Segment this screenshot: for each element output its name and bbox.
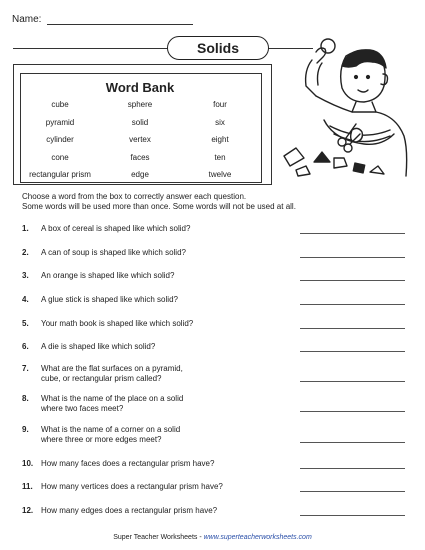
answer-line[interactable] [300,257,405,258]
question-text [41,319,271,329]
question-number: 2. [22,248,29,257]
question-text [41,342,271,352]
question-number: 1. [22,224,29,233]
answer-line[interactable] [300,351,405,352]
word-bank-word: edge [131,170,149,179]
word-bank-word: ten [214,152,226,162]
name-answer-line[interactable] [47,14,193,25]
question-text [41,248,271,258]
name-label: Name: [12,14,42,25]
question-line: cube, or rectangular prism called? [41,374,162,383]
answer-line[interactable] [300,491,405,492]
question-line: How many vertices does a rectangular prism have? [41,482,223,491]
question-line: What is the name of the place on a solid [41,394,184,403]
question-text [41,271,271,281]
question-line: A glue stick is shaped like which solid? [41,295,178,304]
question-number: 6. [22,342,29,351]
name-row [12,14,193,25]
question-line: How many edges does a rectangular prism have? [41,506,218,515]
question-line: A box of cereal is shaped like which solid? [41,224,191,233]
question-text [41,364,271,384]
question-line: What are the flat surfaces on a pyramid, [41,364,183,373]
answer-line[interactable] [300,328,405,329]
word-bank-word: cylinder [46,135,74,144]
answer-line[interactable] [300,442,405,443]
question-line: An orange is shaped like which solid? [41,271,175,280]
question-number: 8. [22,394,29,403]
answer-line[interactable] [300,280,405,281]
answer-line[interactable] [300,468,405,469]
question-number: 11. [22,482,33,491]
word-bank-title: Word Bank [105,80,175,95]
question-text [41,482,271,492]
footer-brand: Super Teacher Worksheets - [113,534,204,541]
question-text [41,224,271,234]
answer-line[interactable] [300,411,405,412]
question-number: 9. [22,425,29,434]
word-bank-word: vertex [129,135,151,144]
question-number: 5. [22,319,29,328]
boy-with-scissors-illustration [276,30,421,180]
footer-url-link[interactable]: www.superteacherworksheets.com [203,534,312,541]
word-bank-word: faces [130,152,150,162]
worksheet-title: Solids [167,36,269,60]
question-line: where two faces meet? [41,404,124,413]
question-number: 10. [22,459,34,468]
word-bank-word: solid [131,117,149,127]
answer-line[interactable] [300,304,405,305]
question-text [41,459,271,469]
word-bank-word: four [213,100,227,109]
question-number: 4. [22,295,29,304]
question-text [41,425,271,445]
question-line: A die is shaped like which solid? [41,342,156,351]
answer-line[interactable] [300,381,405,382]
question-text [41,506,271,516]
question-number: 12. [22,506,34,515]
answer-line[interactable] [300,233,405,234]
answer-line[interactable] [300,515,405,516]
question-line: What is the name of a corner on a solid [41,425,181,434]
word-bank-word: cube [51,100,69,109]
word-bank-word: cone [51,152,69,162]
word-bank-word: twelve [208,170,232,179]
question-line: How many faces does a rectangular prism have? [41,459,215,468]
instructions [22,192,402,212]
question-text [41,394,271,414]
question-line: where three or more edges meet? [41,435,162,444]
instructions-line-2: Some words will be used more than once. Some words will not be used at all. [22,202,296,211]
word-bank-word: sphere [127,100,153,109]
word-bank-word: eight [211,135,229,144]
question-text [41,295,271,305]
question-number: 3. [22,271,29,280]
question-line: A can of soup is shaped like which solid? [41,248,186,257]
word-bank-word: six [215,117,225,127]
word-bank-word: rectangular prism [29,170,91,179]
question-line: Your math book is shaped like which solid? [41,319,194,328]
instructions-line-1: Choose a word from the box to correctly answer each question. [22,192,247,201]
word-bank-word: pyramid [45,117,75,127]
word-bank-grid [20,96,260,184]
question-number: 7. [22,364,29,373]
footer [0,534,425,541]
